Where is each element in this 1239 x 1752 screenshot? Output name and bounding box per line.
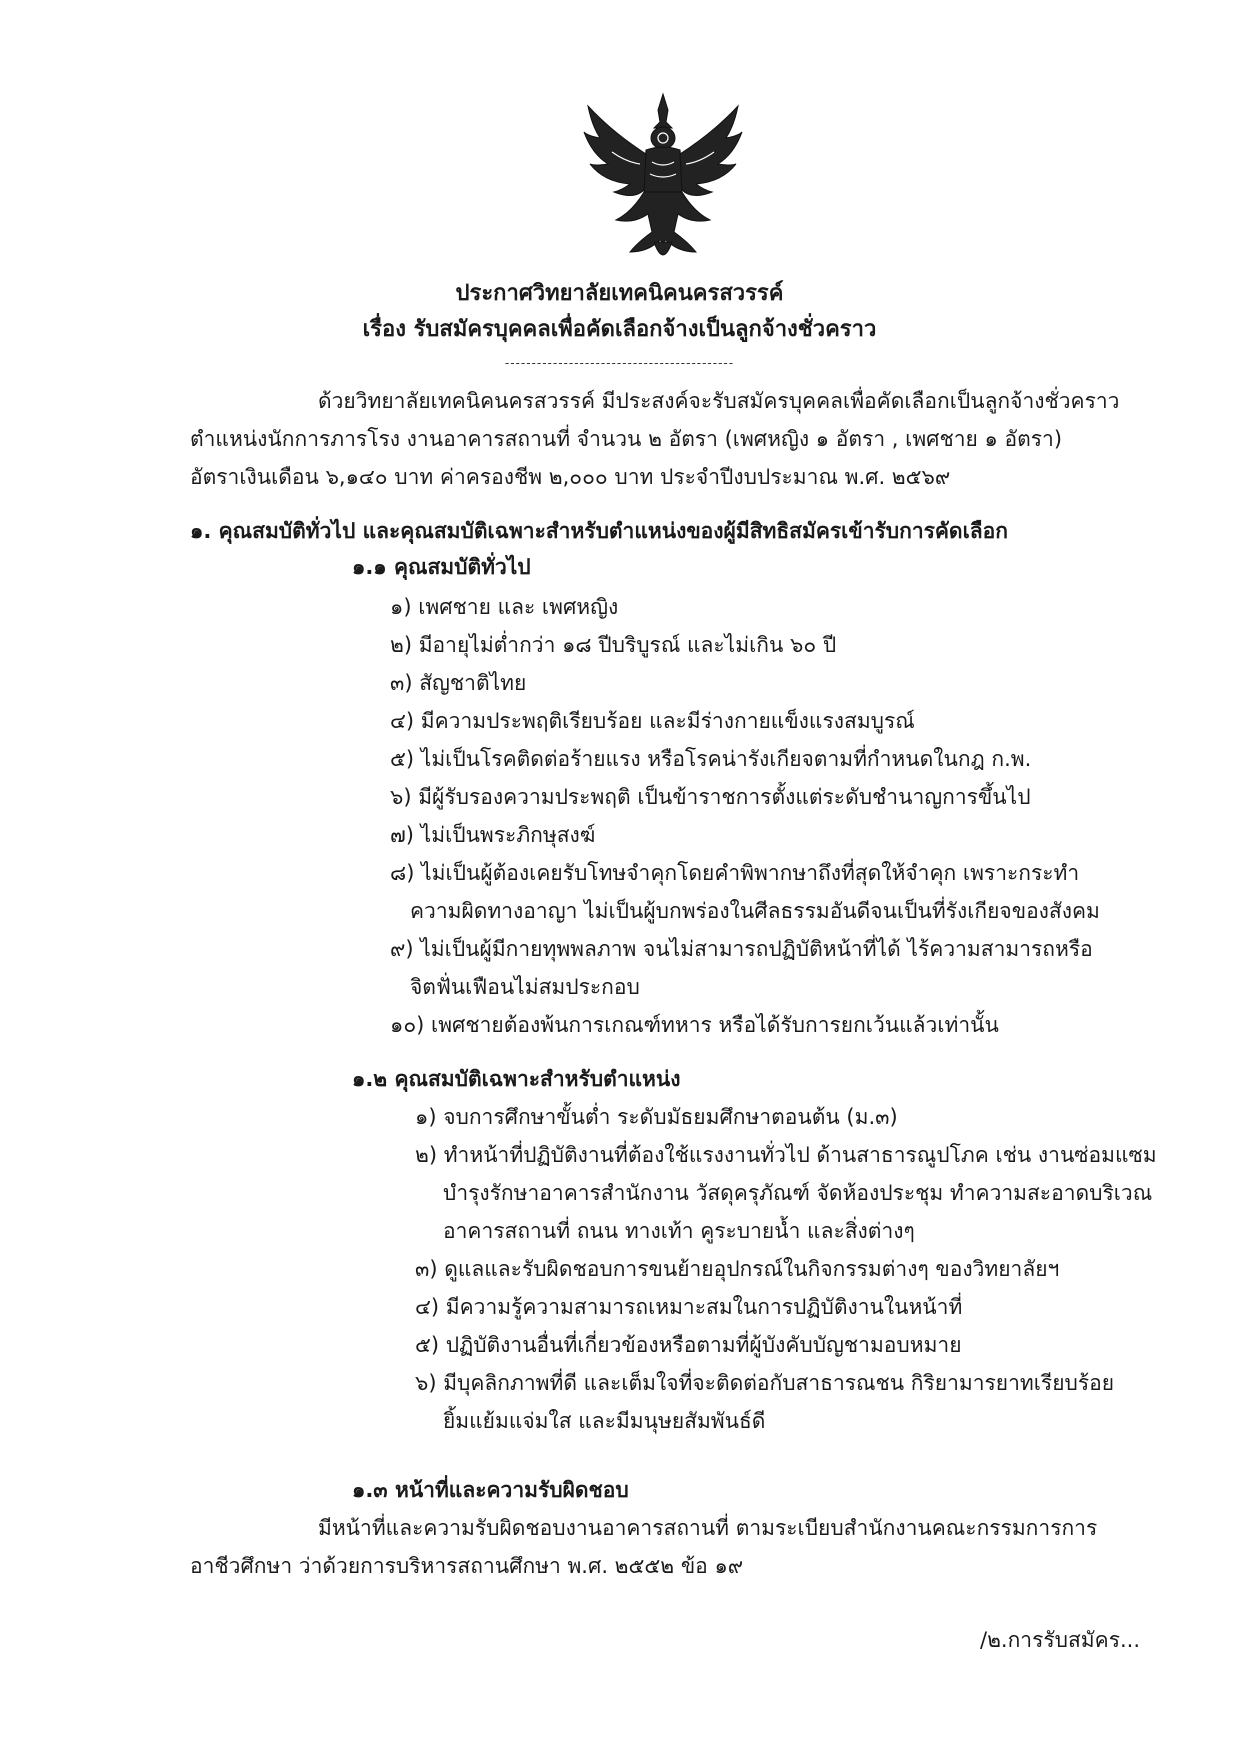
list-item: ๗) ไม่เป็นพระภิกษุสงฆ์ <box>390 823 596 847</box>
list-item-continuation: บำรุงรักษาอาคารสำนักงาน วัสดุครุภัณฑ์ จัดห้องประชุม ทำความสะอาดบริเวณ <box>443 1181 1153 1205</box>
list-item: ๑) เพศชาย และ เพศหญิง <box>390 595 619 619</box>
list-item: ๓) ดูแลและรับผิดชอบการขนย้ายอุปกรณ์ในกิจกรรมต่างๆ ของวิทยาลัยฯ <box>415 1257 1060 1281</box>
intro-line-3: อัตราเงินเดือน ๖,๑๔๐ บาท ค่าครองชีพ ๒,๐๐๐ บาท ประจำปีงบประมาณ พ.ศ. ๒๕๖๙ <box>190 465 951 489</box>
page-continuation: /๒.การรับสมัคร... <box>980 1628 1141 1652</box>
list-item: ๑) จบการศึกษาขั้นต่ำ ระดับมัธยมศึกษาตอนต้น (ม.๓) <box>415 1105 898 1129</box>
announcement-subject: เรื่อง รับสมัครบุคคลเพื่อคัดเลือกจ้างเป็นลูกจ้างชั่วคราว <box>362 317 877 342</box>
list-item: ๕) ปฏิบัติงานอื่นที่เกี่ยวข้องหรือตามที่ผู้บังคับบัญชามอบหมาย <box>415 1333 962 1357</box>
list-item: ๔) มีความประพฤติเรียบร้อย และมีร่างกายแข็งแรงสมบูรณ์ <box>390 709 915 733</box>
list-item: ๖) มีบุคลิกภาพที่ดี และเต็มใจที่จะติดต่อกับสาธารณชน กิริยามารยาทเรียบร้อย <box>415 1371 1115 1395</box>
list-item: ๒) มีอายุไม่ต่ำกว่า ๑๘ ปีบริบูรณ์ และไม่เกิน ๖๐ ปี <box>390 633 837 657</box>
list-item: ๕) ไม่เป็นโรคติดต่อร้ายแรง หรือโรคน่ารังเกียจตามที่กำหนดในกฎ ก.พ. <box>390 747 1032 771</box>
list-item: ๒) ทำหน้าที่ปฏิบัติงานที่ต้องใช้แรงงานทั่วไป ด้านสาธารณูปโภค เช่น งานซ่อมแซม <box>415 1143 1157 1167</box>
section-1-1-heading: ๑.๑ คุณสมบัติทั่วไป <box>352 555 531 579</box>
list-item-continuation: อาคารสถานที่ ถนน ทางเท้า คูระบายน้ำ และสิ่งต่างๆ <box>443 1219 915 1243</box>
list-item: ๔) มีความรู้ความสามารถเหมาะสมในการปฏิบัติงานในหน้าที่ <box>415 1295 963 1319</box>
section-1-2-heading: ๑.๒ คุณสมบัติเฉพาะสำหรับตำแหน่ง <box>352 1067 681 1091</box>
section-1-heading: ๑. คุณสมบัติทั่วไป และคุณสมบัติเฉพาะสำหรับตำแหน่งของผู้มีสิทธิสมัครเข้ารับการคัดเลือก <box>190 519 1008 543</box>
list-item: ๖) มีผู้รับรองความประพฤติ เป็นข้าราชการตั้งแต่ระดับชำนาญการขึ้นไป <box>390 785 1031 809</box>
announcement-title: ประกาศวิทยาลัยเทคนิคนครสวรรค์ <box>455 281 784 306</box>
duty-line-2: อาชีวศึกษา ว่าด้วยการบริหารสถานศึกษา พ.ศ. ๒๕๕๒ ข้อ ๑๙ <box>190 1554 744 1578</box>
intro-line-1: ด้วยวิทยาลัยเทคนิคนครสวรรค์ มีประสงค์จะรับสมัครบุคคลเพื่อคัดเลือกเป็นลูกจ้างชั่วคราว <box>318 389 1120 413</box>
garuda-emblem-icon <box>582 92 744 268</box>
separator-line: ------------------------------------------- <box>504 356 735 370</box>
list-item-continuation: ยิ้มแย้มแจ่มใส และมีมนุษยสัมพันธ์ดี <box>443 1409 766 1433</box>
list-item: ๙) ไม่เป็นผู้มีกายทุพพลภาพ จนไม่สามารถปฏิบัติหน้าที่ได้ ไร้ความสามารถหรือ <box>390 937 1093 961</box>
intro-line-2: ตำแหน่งนักการภารโรง งานอาคารสถานที่ จำนวน ๒ อัตรา (เพศหญิง ๑ อัตรา , เพศชาย ๑ อัตรา) <box>190 427 1063 451</box>
list-item: ๘) ไม่เป็นผู้ต้องเคยรับโทษจำคุกโดยคำพิพากษาถึงที่สุดให้จำคุก เพราะกระทำ <box>390 861 1080 885</box>
list-item: ๑๐) เพศชายต้องพ้นการเกณฑ์ทหาร หรือได้รับการยกเว้นแล้วเท่านั้น <box>390 1013 999 1037</box>
duty-line-1: มีหน้าที่และความรับผิดชอบงานอาคารสถานที่ ตามระเบียบสำนักงานคณะกรรมการการ <box>318 1516 1098 1540</box>
list-item-continuation: จิตฟั่นเฟือนไม่สมประกอบ <box>410 975 640 999</box>
list-item-continuation: ความผิดทางอาญา ไม่เป็นผู้บกพร่องในศีลธรรมอันดีจนเป็นที่รังเกียจของสังคม <box>410 899 1100 923</box>
list-item: ๓) สัญชาติไทย <box>390 671 527 695</box>
section-1-3-heading: ๑.๓ หน้าที่และความรับผิดชอบ <box>352 1478 629 1502</box>
